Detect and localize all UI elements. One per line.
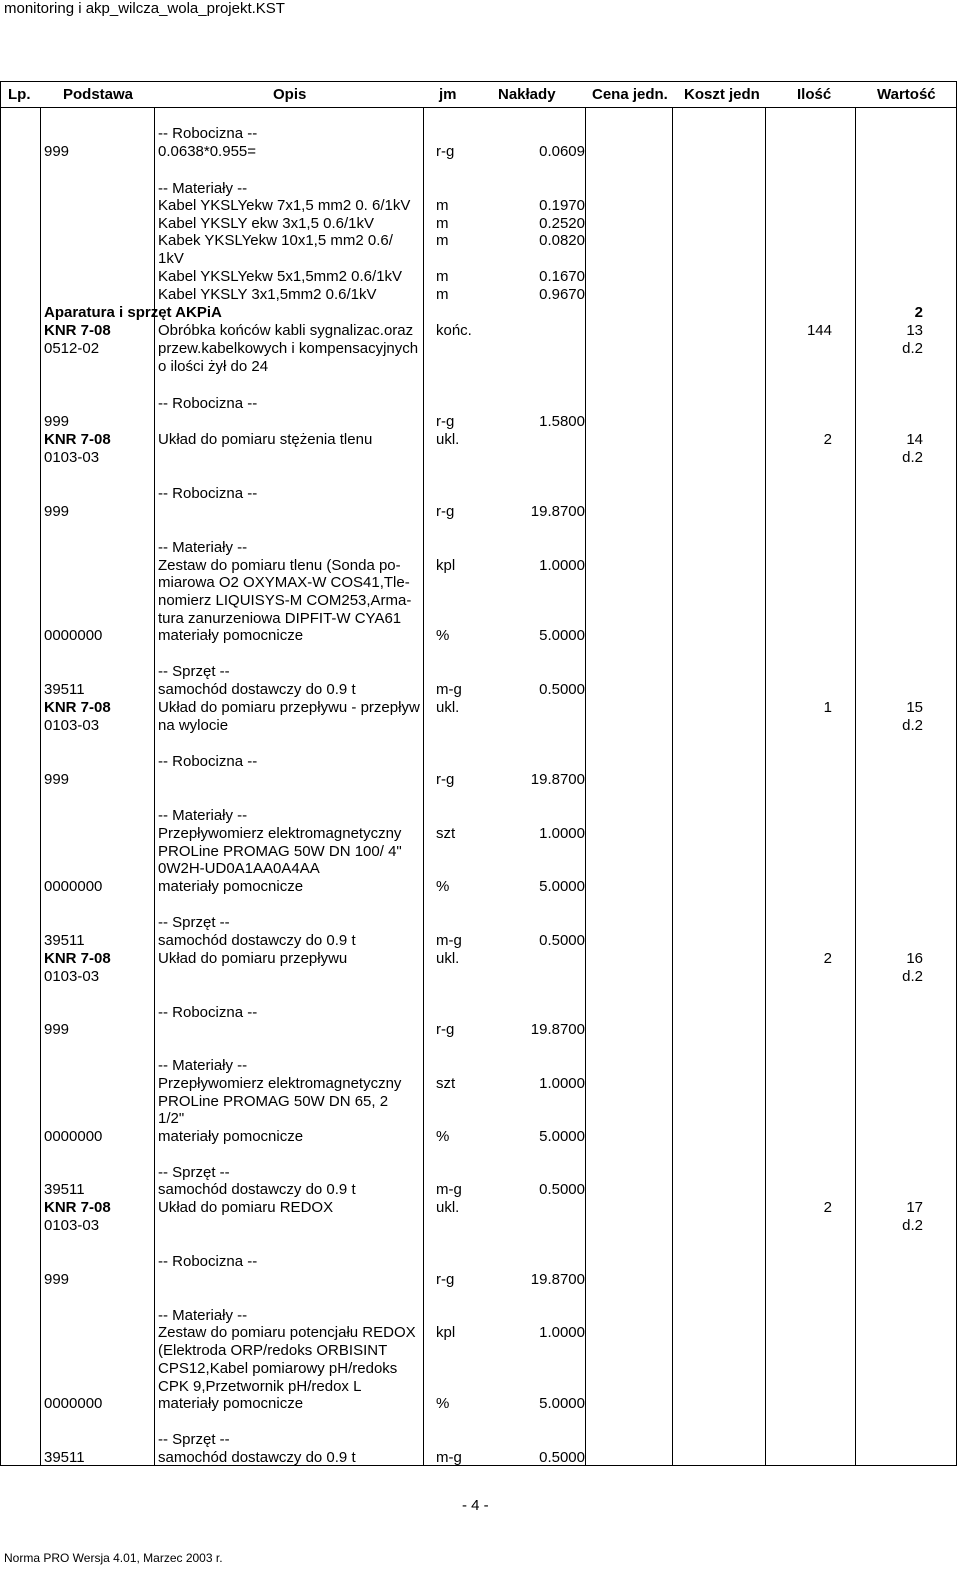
column-divider (423, 108, 424, 1466)
cell-jm: m-g (436, 1181, 462, 1198)
column-divider (672, 108, 673, 1466)
cell-podstawa: 0512-02 (44, 340, 100, 357)
cell-naklady: 19.8700 (530, 771, 585, 788)
cell-lp: 2 (914, 304, 923, 321)
cell-naklady: 0.5000 (539, 681, 585, 698)
cell-opis: materiały pomocnicze (158, 878, 304, 895)
cell-jm: m (436, 268, 449, 285)
cell-opis: Zestaw do pomiaru tlenu (Sonda po- (158, 557, 401, 574)
cell-jm: m (436, 286, 449, 303)
cell-opis: Układ do pomiaru REDOX (158, 1199, 334, 1216)
cell-jm: m (436, 215, 449, 232)
cell-opis: -- Materiały -- (158, 180, 248, 197)
cell-opis: materiały pomocnicze (158, 627, 304, 644)
cell-opis: -- Materiały -- (158, 1057, 248, 1074)
cell-podstawa: 999 (44, 1021, 70, 1038)
cell-jm: r-g (436, 503, 455, 520)
cell-lp: d.2 (902, 968, 923, 985)
cell-opis: Przepływomierz elektromagnetyczny (158, 1075, 402, 1092)
cell-jm: ukl. (436, 431, 460, 448)
cell-opis: CPK 9,Przetwornik pH/redox L (158, 1378, 362, 1395)
cell-opis: przew.kabelkowych i kompensacyjnych (158, 340, 419, 357)
cell-podstawa: 39511 (44, 1449, 85, 1466)
cell-naklady: 0.5000 (539, 1181, 585, 1198)
cell-podstawa: 0103-03 (44, 717, 100, 734)
header-opis: Opis (273, 86, 307, 103)
cell-podstawa: 39511 (44, 681, 85, 698)
column-divider (585, 108, 586, 1466)
cell-jm: ukl. (436, 699, 460, 716)
cell-jm: szt (436, 825, 456, 842)
header-wartosc: Wartość (877, 86, 936, 103)
cell-opis: -- Sprzęt -- (158, 663, 230, 680)
cell-naklady: 1.5800 (539, 413, 585, 430)
cell-podstawa: 999 (44, 413, 70, 430)
cell-jm: szt (436, 1075, 456, 1092)
cell-opis: Kabel YKSLYekw 7x1,5 mm2 0. 6/1kV (158, 197, 411, 214)
cell-jm: % (436, 1395, 450, 1412)
cell-naklady: 19.8700 (530, 503, 585, 520)
cell-opis: -- Sprzęt -- (158, 1431, 230, 1448)
cell-opis: 0.0638*0.955= (158, 143, 257, 160)
header-podstawa: Podstawa (63, 86, 134, 103)
cell-opis: na wylocie (158, 717, 229, 734)
cell-ilosc: 2 (823, 1199, 832, 1216)
cell-opis: samochód dostawczy do 0.9 t (158, 681, 356, 698)
cell-jm: m-g (436, 681, 462, 698)
cell-lp: 16 (906, 950, 923, 967)
cell-naklady: 5.0000 (539, 878, 585, 895)
cell-naklady: 19.8700 (530, 1021, 585, 1038)
cell-opis: Układ do pomiaru przepływu - przepływ (158, 699, 420, 716)
cell-podstawa: KNR 7-08 (44, 1199, 111, 1216)
header-lp: Lp. (8, 86, 31, 103)
cell-opis: Kabel YKSLY 3x1,5mm2 0.6/1kV (158, 286, 377, 303)
cell-jm: kpl (436, 557, 456, 574)
cell-jm: r-g (436, 1021, 455, 1038)
cell-opis: -- Sprzęt -- (158, 914, 230, 931)
cell-lp: d.2 (902, 1217, 923, 1234)
cell-opis: -- Robocizna -- (158, 753, 258, 770)
cell-opis: Układ do pomiaru przepływu (158, 950, 348, 967)
cell-podstawa: 999 (44, 503, 70, 520)
cell-jm: r-g (436, 413, 455, 430)
cell-jm: r-g (436, 771, 455, 788)
cell-ilosc: 2 (823, 431, 832, 448)
cell-podstawa: 0000000 (44, 1395, 103, 1412)
cell-opis: 0W2H-UD0A1AA0A4AA (158, 860, 320, 877)
cell-opis: samochód dostawczy do 0.9 t (158, 932, 356, 949)
header-cena: Cena jedn. (592, 86, 668, 103)
cell-opis: -- Robocizna -- (158, 1253, 258, 1270)
cell-opis: -- Robocizna -- (158, 1004, 258, 1021)
cell-opis: -- Robocizna -- (158, 395, 258, 412)
cell-naklady: 0.0820 (539, 232, 585, 249)
cell-jm: % (436, 1128, 450, 1145)
cell-opis: nomierz LIQUISYS-M COM253,Arma- (158, 592, 412, 609)
cell-opis: miarowa O2 OXYMAX-W COS41,Tle- (158, 574, 410, 591)
cell-podstawa: 0000000 (44, 1128, 103, 1145)
cell-naklady: 5.0000 (539, 1128, 585, 1145)
cell-opis: (Elektroda ORP/redoks ORBISINT (158, 1342, 388, 1359)
cell-jm: % (436, 627, 450, 644)
cell-podstawa: 39511 (44, 1181, 85, 1198)
cell-opis: -- Materiały -- (158, 1307, 248, 1324)
cell-opis: -- Materiały -- (158, 539, 248, 556)
header-koszt: Koszt jedn (684, 86, 760, 103)
cell-lp: d.2 (902, 340, 923, 357)
cell-jm: m (436, 232, 449, 249)
cell-jm: ukl. (436, 950, 460, 967)
table-header (0, 81, 957, 108)
cell-podstawa: 999 (44, 771, 70, 788)
cell-naklady: 0.0609 (539, 143, 585, 160)
cell-jm: m (436, 197, 449, 214)
cell-podstawa: KNR 7-08 (44, 950, 111, 967)
cell-opis: Kabel YKSLYekw 5x1,5mm2 0.6/1kV (158, 268, 403, 285)
document-title: monitoring i akp_wilcza_wola_projekt.KST (4, 0, 285, 17)
cell-naklady: 1.0000 (539, 1324, 585, 1341)
cell-lp: d.2 (902, 449, 923, 466)
cell-jm: ukl. (436, 1199, 460, 1216)
cell-podstawa: Aparatura i sprzęt AKPiA (44, 304, 222, 321)
cell-opis: o ilości żył do 24 (158, 358, 269, 375)
header-ilosc: Ilość (797, 86, 832, 103)
cell-jm: końc. (436, 322, 472, 339)
cell-opis: materiały pomocnicze (158, 1128, 304, 1145)
cell-podstawa: 0103-03 (44, 968, 100, 985)
cell-lp: 13 (906, 322, 923, 339)
column-divider (855, 108, 856, 1466)
cell-podstawa: KNR 7-08 (44, 322, 111, 339)
column-divider (40, 108, 41, 1466)
cell-naklady: 0.2520 (539, 215, 585, 232)
cell-naklady: 0.5000 (539, 932, 585, 949)
cell-opis: Przepływomierz elektromagnetyczny (158, 825, 402, 842)
cell-lp: 17 (906, 1199, 923, 1216)
cell-opis: materiały pomocnicze (158, 1395, 304, 1412)
cell-ilosc: 1 (823, 699, 832, 716)
cell-naklady: 0.9670 (539, 286, 585, 303)
footer-version: Norma PRO Wersja 4.01, Marzec 2003 r. (4, 1551, 223, 1565)
cell-opis: -- Materiały -- (158, 807, 248, 824)
cell-jm: r-g (436, 1271, 455, 1288)
cell-opis: Obróbka końców kabli sygnalizac.oraz (158, 322, 414, 339)
cell-opis: samochód dostawczy do 0.9 t (158, 1181, 356, 1198)
cell-podstawa: KNR 7-08 (44, 431, 111, 448)
cell-naklady: 5.0000 (539, 627, 585, 644)
cell-podstawa: 0000000 (44, 878, 103, 895)
cell-opis: 1kV (158, 250, 184, 267)
cell-lp: 14 (906, 431, 923, 448)
cell-naklady: 19.8700 (530, 1271, 585, 1288)
cell-podstawa: 39511 (44, 932, 85, 949)
cell-naklady: 1.0000 (539, 1075, 585, 1092)
cell-opis: 1/2" (158, 1110, 185, 1127)
cell-opis: Kabek YKSLYekw 10x1,5 mm2 0.6/ (158, 232, 393, 249)
cell-lp: d.2 (902, 717, 923, 734)
cell-ilosc: 2 (823, 950, 832, 967)
cell-jm: m-g (436, 1449, 462, 1466)
cell-naklady: 0.1970 (539, 197, 585, 214)
header-naklady: Nakłady (498, 86, 556, 103)
cell-opis: tura zanurzeniowa DIPFIT-W CYA61 (158, 610, 402, 627)
header-jm: jm (439, 86, 457, 103)
cell-naklady: 0.5000 (539, 1449, 585, 1466)
cell-podstawa: 999 (44, 1271, 70, 1288)
cell-jm: % (436, 878, 450, 895)
cell-podstawa: 0000000 (44, 627, 103, 644)
cell-lp: 15 (906, 699, 923, 716)
cell-podstawa: KNR 7-08 (44, 699, 111, 716)
cell-naklady: 0.1670 (539, 268, 585, 285)
cell-podstawa: 999 (44, 143, 70, 160)
cell-opis: -- Sprzęt -- (158, 1164, 230, 1181)
cell-opis: Kabel YKSLY ekw 3x1,5 0.6/1kV (158, 215, 374, 232)
cell-naklady: 1.0000 (539, 825, 585, 842)
cell-jm: m-g (436, 932, 462, 949)
cell-opis: samochód dostawczy do 0.9 t (158, 1449, 356, 1466)
cell-podstawa: 0103-03 (44, 1217, 100, 1234)
cell-opis: Układ do pomiaru stężenia tlenu (158, 431, 373, 448)
cell-opis: -- Robocizna -- (158, 125, 258, 142)
cell-opis: PROLine PROMAG 50W DN 65, 2 (158, 1093, 389, 1110)
cell-naklady: 1.0000 (539, 557, 585, 574)
column-divider (765, 108, 766, 1466)
cell-opis: PROLine PROMAG 50W DN 100/ 4" (158, 843, 402, 860)
cell-ilosc: 144 (806, 322, 832, 339)
cell-podstawa: 0103-03 (44, 449, 100, 466)
cell-jm: kpl (436, 1324, 456, 1341)
cell-jm: r-g (436, 143, 455, 160)
page-number: - 4 - (462, 1497, 489, 1514)
cell-opis: CPS12,Kabel pomiarowy pH/redoks (158, 1360, 398, 1377)
cell-opis: -- Robocizna -- (158, 485, 258, 502)
cell-opis: Zestaw do pomiaru potencjału REDOX (158, 1324, 416, 1341)
cell-naklady: 5.0000 (539, 1395, 585, 1412)
